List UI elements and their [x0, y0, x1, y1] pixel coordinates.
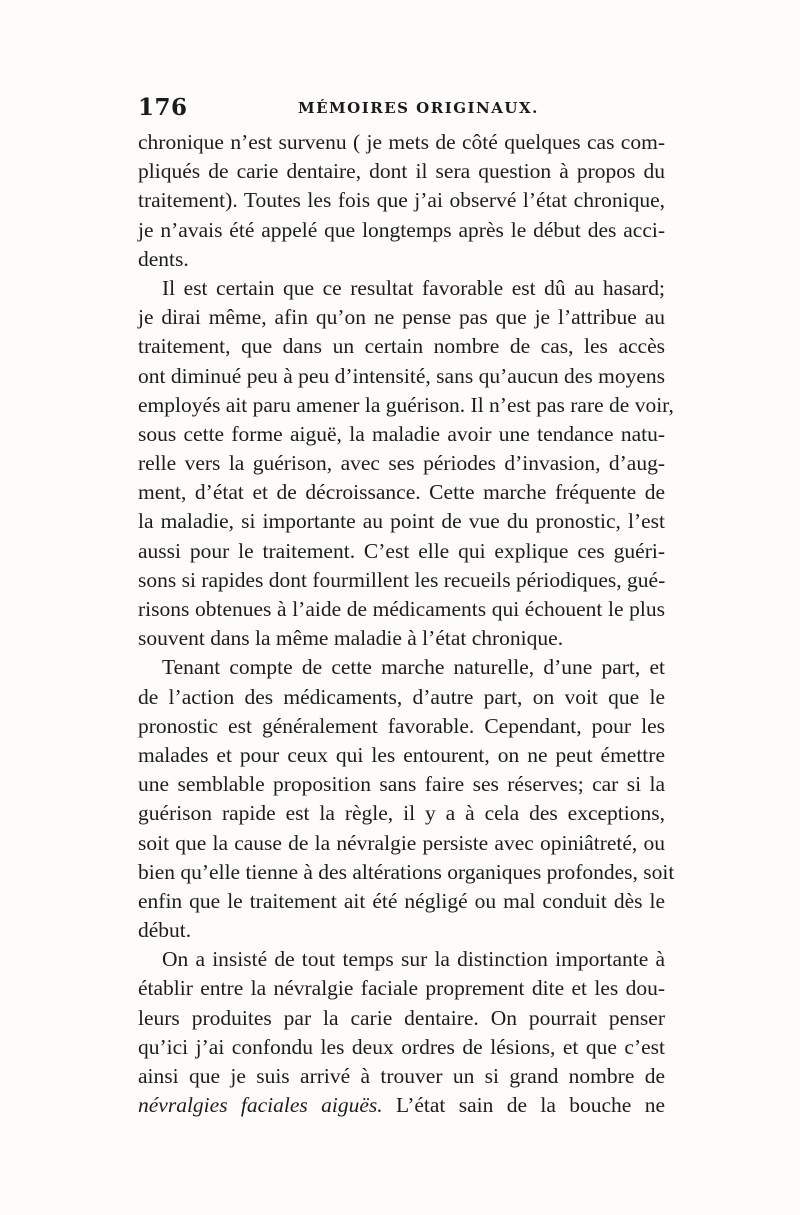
text-line: Il est certain que ce resultat favorable est dû au hasard; [162, 275, 665, 300]
text-line: chronique n’est survenu ( je mets de côté quelques cas com- [138, 130, 665, 154]
text-line: une semblable proposition sans faire ses réserves; car si la [138, 772, 665, 797]
text-line: de l’action des médicaments, d’autre part, on voit que le [138, 684, 665, 709]
running-title: MÉMOIRES ORIGINAUX. [298, 99, 539, 117]
text-line: Tenant compte de cette marche naturelle, d’une part, et [162, 655, 665, 680]
text-line: enfin que le traitement ait été négligé ou mal conduit dès le [138, 888, 665, 913]
text-line: soit que la cause de la névralgie persiste avec opiniâtreté, ou [138, 830, 665, 855]
text-line: guérison rapide est la règle, il y a à cela des exceptions, [138, 801, 665, 826]
text-line: je dirai même, afin qu’on ne pense pas que je l’attribue au [138, 305, 665, 330]
text-line: traitement). Toutes les fois que j’ai observé l’état chronique, [138, 188, 665, 213]
text-line: On a insisté de tout temps sur la distinction importante à [162, 947, 665, 972]
text-line: traitement, que dans un certain nombre de cas, les accès [138, 334, 665, 359]
text-line: début. [138, 918, 192, 943]
page-header [138, 94, 665, 128]
text-line: ainsi que je suis arrivé à trouver un si grand nombre de [138, 1064, 665, 1088]
page-number: 176 [138, 94, 188, 121]
text-line: ont diminué peu à peu d’intensité, sans qu’aucun des moyens [138, 363, 665, 388]
text-line: bien qu’elle tienne à des altérations organiques profondes, soit [138, 859, 675, 884]
text-line: ment, d’état et de décroissance. Cette marche fréquente de [138, 480, 665, 505]
text-line: relle vers la guérison, avec ses périodes d’invasion, d’aug- [138, 451, 665, 476]
body-text [138, 128, 675, 1120]
final-text-line [138, 1091, 665, 1120]
text-line: sous cette forme aiguë, la maladie avoir une tendance natu- [138, 421, 665, 446]
text-line: pliqués de carie dentaire, dont il sera question à propos du [138, 159, 665, 184]
text-line: dents. [138, 246, 189, 271]
text-line: souvent dans la même maladie à l’état chronique. [138, 626, 564, 651]
final-line-rest: L’état sain de la bouche ne [382, 1093, 665, 1118]
text-line: sons si rapides dont fourmillent les recueils périodiques, gué- [138, 567, 666, 592]
text-line: malades et pour ceux qui les entourent, on ne peut émettre [138, 742, 665, 767]
text-line: je n’avais été appelé que longtemps après le début des acci- [138, 217, 665, 242]
text-line: pronostic est généralement favorable. Cependant, pour les [138, 713, 665, 738]
italic-term: névralgies faciales aiguës. [138, 1093, 383, 1118]
text-line: aussi pour le traitement. C’est elle qui explique ces guéri- [138, 538, 665, 563]
text-line: leurs produites par la carie dentaire. On pourrait penser [138, 1005, 665, 1030]
text-line: établir entre la névralgie faciale proprement dite et les dou- [138, 976, 665, 1001]
text-line: risons obtenues à l’aide de médicaments qui échouent le plus [138, 597, 665, 621]
text-line: qu’ici j’ai confondu les deux ordres de lésions, et que c’est [138, 1034, 665, 1059]
text-line: employés ait paru amener la guérison. Il n’est pas rare de voir, [138, 392, 674, 417]
text-line: la maladie, si importante au point de vue du pronostic, l’est [138, 509, 665, 534]
